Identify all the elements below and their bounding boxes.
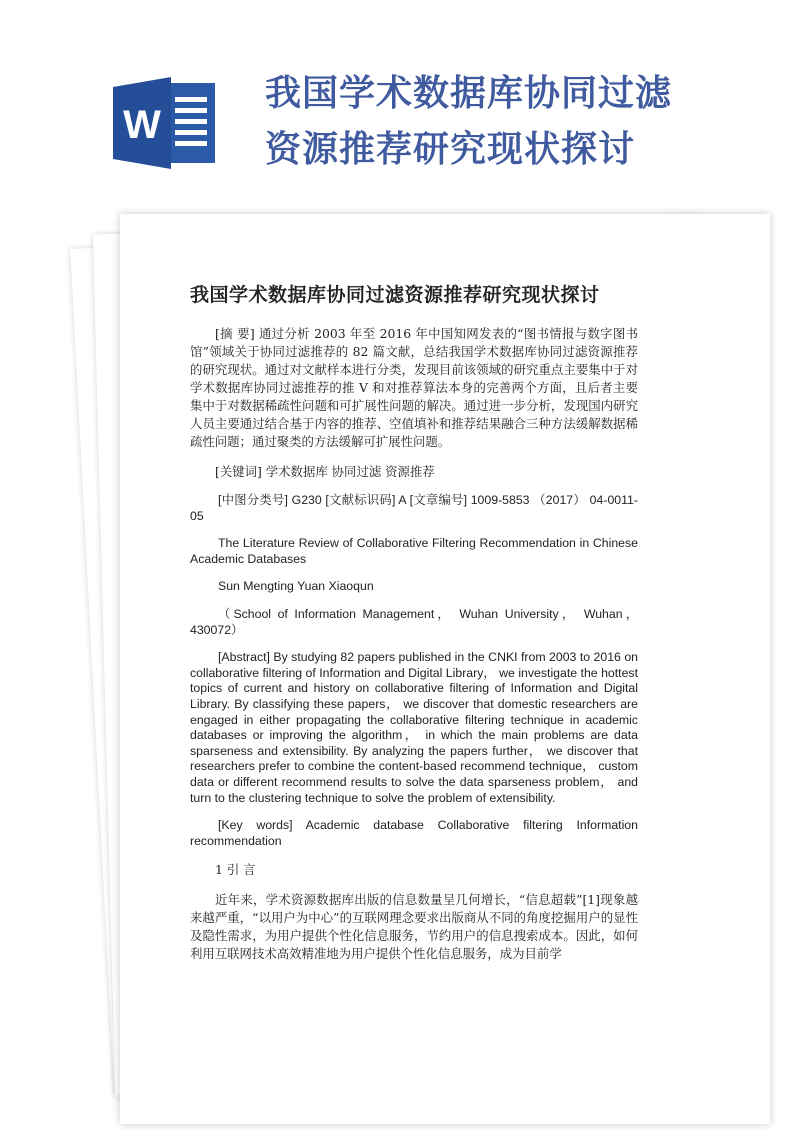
authors: Sun Mengting Yuan Xiaoqun xyxy=(218,579,374,594)
word-icon-letter: W xyxy=(123,103,161,147)
keywords-chinese: [关键词] 学术数据库 协同过滤 资源推荐 xyxy=(215,464,435,479)
introduction-paragraph: 近年来，学术资源数据库出版的信息数量呈几何增长，“信息超载”[1]现象越来越严重，“以用户为中心”的互联网理念要求出版商从不同的角度挖掘用户的显性及隐性需求，为用户提供个性化信息服务，节约用户的信息搜索成本。因此，如何利用互联网技术高效精准地为用户提供个性化信息服务，成为目前学 xyxy=(190,892,638,962)
word-icon xyxy=(113,75,221,171)
english-title: The Literature Review of Collaborative Filtering Recommendation in Chinese Academic Databases xyxy=(190,536,638,566)
section-heading-introduction: 1 引 言 xyxy=(215,862,256,878)
abstract-english: [Abstract] By studying 82 papers published in the CNKI from 2003 to 2016 on collaborative filtering of Information and Digital Library， we investigate the hottest topics of current and history on collaborative filtering of Information and Digital Library. By classifying these papers， we discover that domestic researchers are engaged in either propagating the collaborative filtering technique in academic databases or improving the algorithm， in which the main problems are data sparseness and extensibility. By analyzing the papers further， we discover that researchers prefer to combine the content-based recommend technique， custom data or different recommend results to solve the data sparseness problem， and turn to the clustering technique to solve the problem of extensibility. xyxy=(190,650,638,805)
keywords-english: [Key words] Academic database Collaborative filtering Information recommendation xyxy=(190,818,638,848)
document-body xyxy=(190,280,638,963)
document-title: 我国学术数据库协同过滤资源推荐研究现状探讨 xyxy=(190,284,600,306)
header-title: 我国学术数据库协同过滤资源推荐研究现状探讨 xyxy=(265,73,673,170)
classification-line: [中图分类号] G230 [文献标识码] A [文章编号] 1009-5853 （2017） 04-0011-05 xyxy=(190,493,638,523)
paper-sheet-front xyxy=(120,214,770,1124)
abstract-chinese: [摘 要] 通过分析 2003 年至 2016 年中国知网发表的“图书情报与数字图书馆”领域关于协同过滤推荐的 82 篇文献，总结我国学术数据库协同过滤资源推荐的研究现状。通过对文献样本进行分类，发现目前该领域的研究重点主要集中于对学术数据库协同过滤推荐的推 V 和对推荐算法本身的完善两个方面，且后者主要集中于对数据稀疏性问题和可扩展性问题的解决。通过进一步分析，发现国内研究人员主要通过结合基于内容的推荐、空值填补和推荐结果融合三种方法缓解数据稀疏性问题；通过聚类的方法缓解可扩展性问题。 xyxy=(190,326,638,449)
affiliation: （School of Information Management， Wuhan University， Wuhan，430072） xyxy=(190,606,638,637)
